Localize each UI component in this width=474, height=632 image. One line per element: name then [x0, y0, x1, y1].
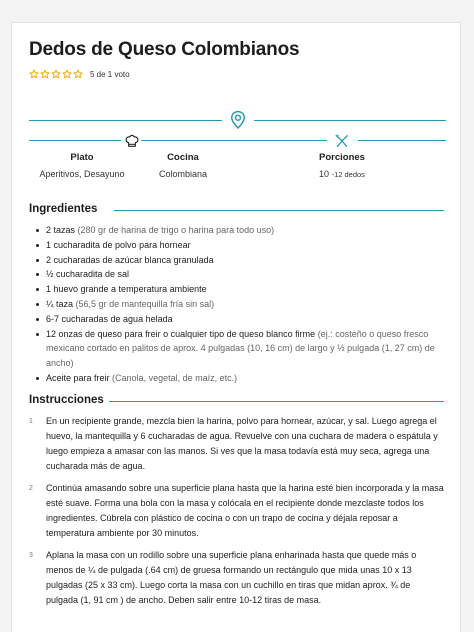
star-icon[interactable]: [29, 69, 39, 79]
step-text: Aplana la masa con un rodillo sobre una superficie plana enharinada hasta que quede más o menos de ¼ de pulgada (.64 cm) de gruesa formando un rectángulo que mida unas 10 x 13 pulgadas (25 x 33 cm). Luego corta la masa con un cuchillo en tiras que midan aprox. ¾ de pulgada (1, 91 cm ) de ancho. Deben salir entre 10-12 tiras de masa.: [46, 550, 417, 605]
instructions-heading: Instrucciones: [29, 394, 104, 406]
ingredient-note: (ej.: costeño o queso fresco mexicano cortado en palitos de aprox. 4 pulgadas (10, 16 cm) de largo y ½ pulgada (1, 27 cm) de ancho): [46, 328, 435, 369]
meta-porciones-value: [282, 169, 402, 179]
instruction-step: [29, 481, 444, 541]
ingredient-item: [36, 312, 446, 327]
ingredient-item: [36, 297, 446, 312]
ingredient-main: 1 cucharadita de polvo para hornear: [46, 239, 191, 250]
step-text: Continúa amasando sobre una superficie plana hasta que la harina esté bien incorporada y la masa esté suave. Forma una bola con la masa y colócala en el recipiente donde mezclaste todos los ingredientes. Cúbrela con plástico de cocina o con un trapo de cocina y déjala reposar a temperatura ambiente por 30 minutos.: [46, 483, 444, 538]
star-icon[interactable]: [40, 69, 50, 79]
step-number: 1: [29, 418, 33, 425]
instruction-step: [29, 414, 444, 474]
instructions-list: [29, 414, 444, 615]
meta-porciones: [282, 152, 402, 179]
porciones-unit: -12 dedos: [331, 170, 365, 179]
step-number: 3: [29, 552, 33, 559]
location-pin-icon: [228, 110, 248, 130]
instructions-divider: [109, 401, 444, 402]
meta-divider-left: [29, 140, 121, 141]
ingredient-item: [36, 282, 446, 297]
fork-knife-icon: [334, 133, 350, 149]
ingredient-main: ¼ taza: [46, 298, 74, 309]
step-text: En un recipiente grande, mezcla bien la harina, polvo para hornear, azúcar, y sal. Luego agrega el huevo, la mantequilla y 6 cucharadas de agua. Revuelve con una cuchara de madera o espátula y luego empieza a amasar con las manos. Si ves que la masa todavía está muy seca, agrega una cucharada más de agua.: [46, 416, 438, 471]
ingredient-main: Aceite para freir: [46, 372, 110, 383]
ingredients-divider: [114, 210, 444, 211]
meta-plato-label: Plato: [70, 152, 94, 163]
ingredient-note: (280 gr de harina de trigo o harina para todo uso): [77, 225, 275, 235]
meta-cocina-label: Cocina: [167, 152, 199, 163]
ingredient-item: [36, 253, 446, 268]
meta-porciones-label: Porciones: [319, 152, 365, 163]
instruction-step: [29, 548, 444, 608]
ingredient-note: (56,5 gr de mantequilla fría sin sal): [75, 298, 215, 309]
ingredient-main: 1 huevo grande a temperatura ambiente: [46, 284, 207, 295]
meta-divider-top-right: [254, 120, 446, 121]
recipe-card: [11, 22, 461, 632]
ingredient-main: ½ cucharadita de sal: [46, 269, 130, 280]
star-icon[interactable]: [51, 69, 61, 79]
ingredient-main: 2 cucharadas de azúcar blanca granulada: [46, 254, 214, 265]
rating-stars[interactable]: [29, 69, 83, 79]
ingredient-item: [36, 371, 446, 386]
meta-plato-value: Aperitivos, Desayuno: [39, 169, 125, 179]
ingredients-list: [36, 223, 446, 386]
ingredient-item: [36, 223, 446, 238]
porciones-number: 10: [319, 169, 330, 179]
rating[interactable]: [29, 69, 130, 79]
ingredient-main: 6-7 cucharadas de agua helada: [46, 313, 173, 324]
ingredient-item: [36, 238, 446, 253]
ingredient-main: 2 tazas: [46, 225, 76, 235]
ingredient-item: [36, 327, 446, 371]
recipe-title: Dedos de Queso Colombianos: [29, 39, 300, 60]
step-number: 2: [29, 485, 33, 492]
meta-divider-top-left: [29, 120, 222, 121]
star-icon[interactable]: [62, 69, 72, 79]
meta-divider-mid: [141, 140, 327, 141]
meta-cocina-value: Colombiana: [158, 169, 208, 179]
ingredient-item: [36, 267, 446, 282]
ingredients-heading: Ingredientes: [29, 203, 98, 215]
rating-text: 5 de 1 voto: [90, 69, 130, 79]
ingredient-main: 12 onzas de queso para freir o cualquier tipo de queso blanco firme: [46, 328, 316, 339]
ingredient-note: (Canola, vegetal, de maíz, etc.): [112, 372, 238, 383]
chef-hat-icon: [124, 133, 140, 149]
meta-cocina: [123, 152, 243, 179]
meta-divider-right: [358, 140, 446, 141]
star-icon[interactable]: [73, 69, 83, 79]
